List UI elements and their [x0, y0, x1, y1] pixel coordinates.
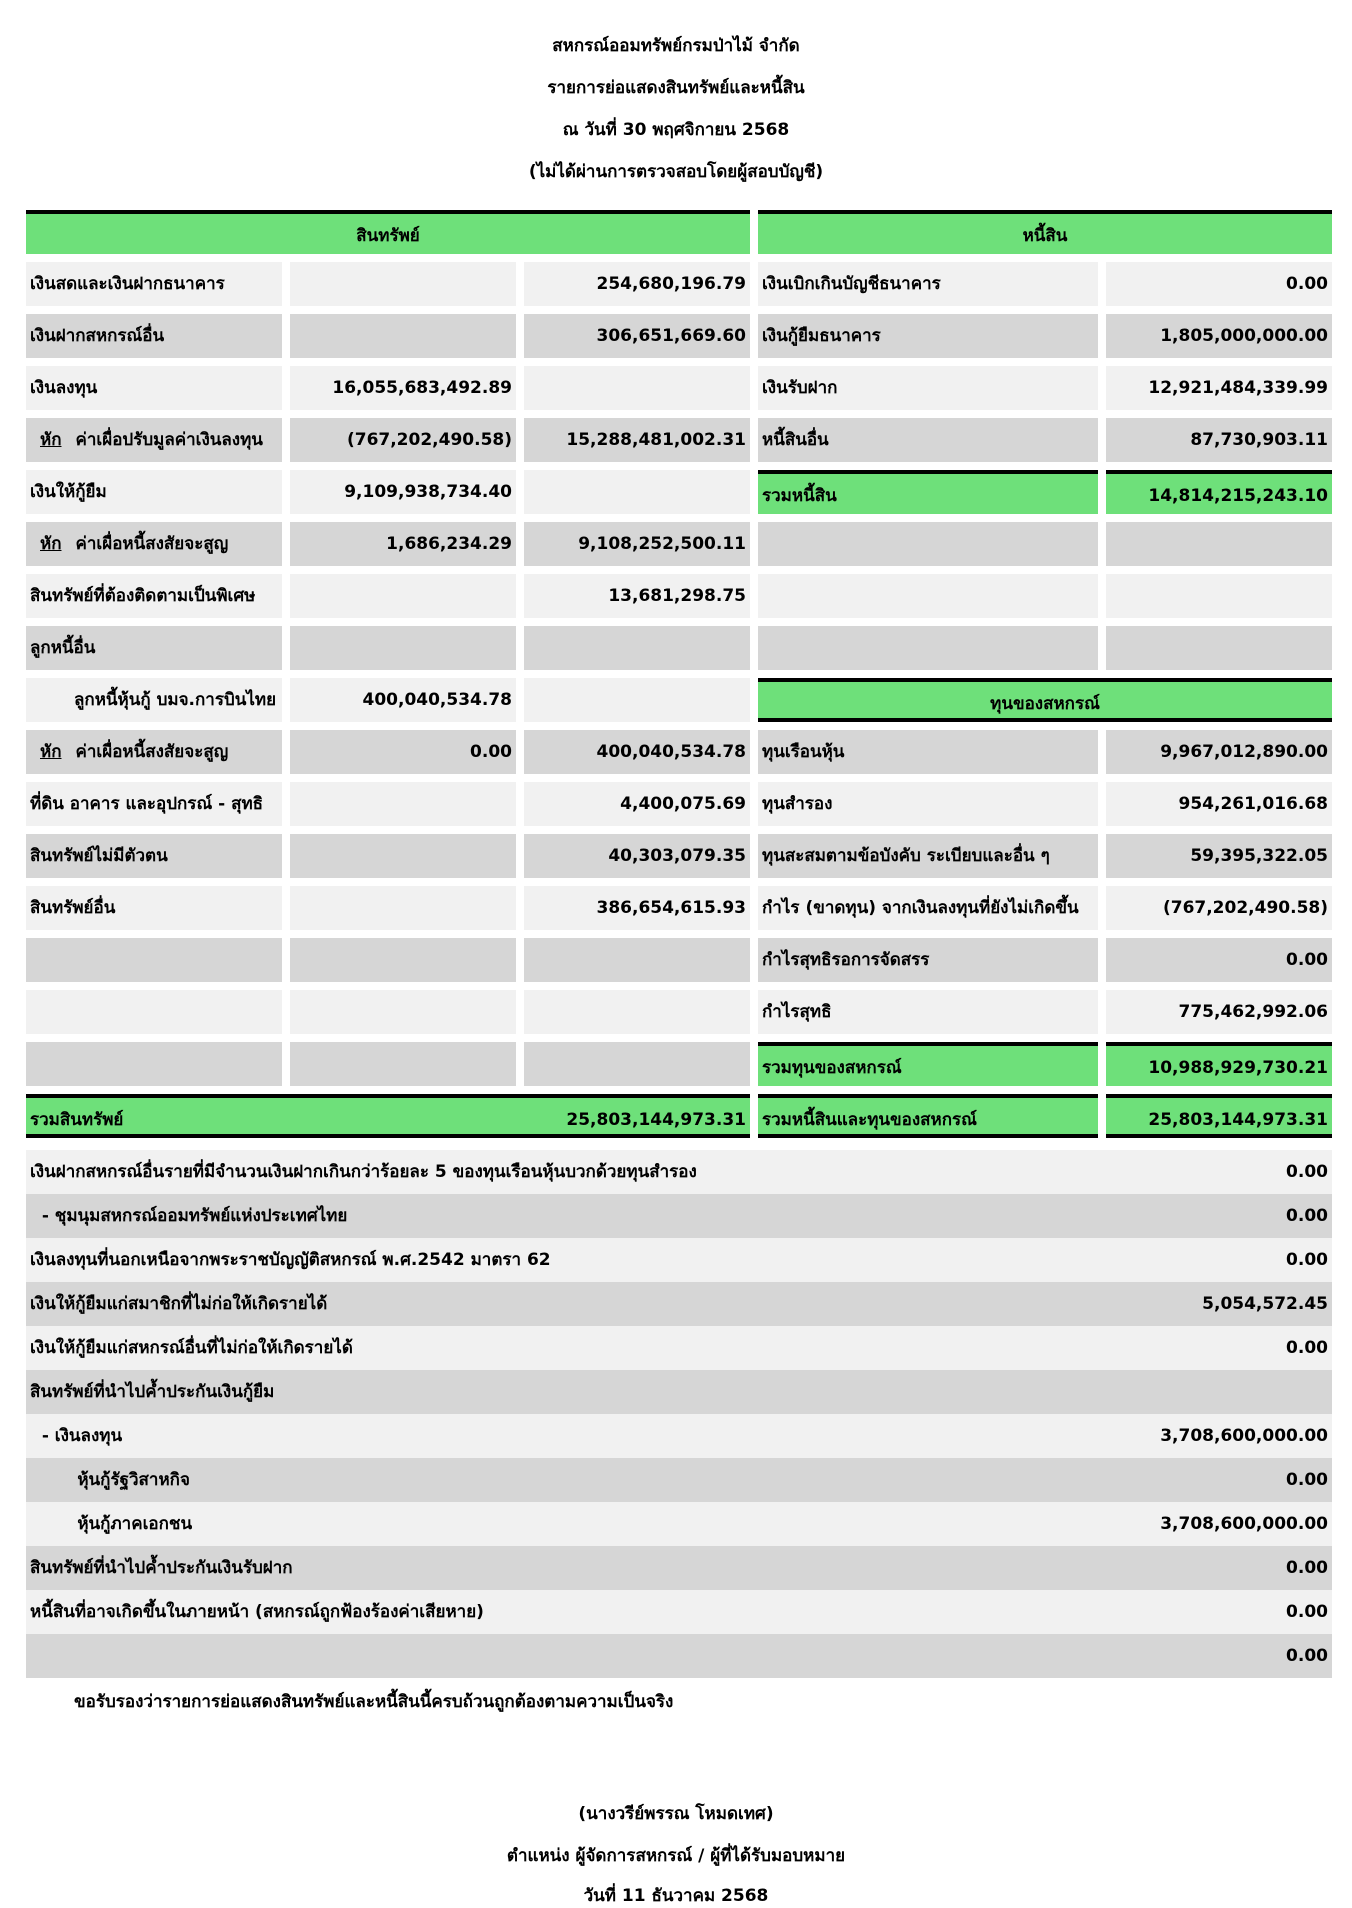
disclosure-value: 0.00: [1286, 1250, 1328, 1270]
asset-label: [26, 522, 282, 566]
blank-cell: [758, 626, 1098, 670]
asset-amount: 40,303,079.35: [524, 834, 750, 878]
liability-value: 12,921,484,339.99: [1106, 366, 1332, 410]
disclosure-row: [26, 1194, 1332, 1238]
assets-header: สินทรัพย์: [26, 210, 750, 254]
equity-value: (767,202,490.58): [1106, 886, 1332, 930]
liability-label: เงินเบิกเกินบัญชีธนาคาร: [758, 262, 1098, 306]
disclosure-row: [26, 1326, 1332, 1370]
less-marker: หัก: [40, 430, 62, 450]
asset-amount: [524, 366, 750, 410]
asset-subtotal: [290, 990, 516, 1034]
asset-subtotal: [290, 834, 516, 878]
asset-label: ลูกหนี้หุ้นกู้ บมจ.การบินไทย: [26, 678, 282, 722]
liabilities-total-value: 14,814,215,243.10: [1106, 470, 1332, 514]
asset-amount: [524, 626, 750, 670]
equity-label: กำไรสุทธิรอการจัดสรร: [758, 938, 1098, 982]
equity-label: กำไร (ขาดทุน) จากเงินลงทุนที่ยังไม่เกิดขึ้น: [758, 886, 1098, 930]
disclosure-value: 3,708,600,000.00: [1160, 1426, 1328, 1446]
signer-name: (นางวรีย์พรรณ โหมดเทศ): [578, 1804, 774, 1824]
liability-value: 0.00: [1106, 262, 1332, 306]
grand-total-label: รวมหนี้สินและทุนของสหกรณ์: [758, 1094, 1098, 1138]
audit-note: (ไม่ได้ผ่านการตรวจสอบโดยผู้สอบบัญชี): [528, 162, 824, 182]
blank-cell: [758, 574, 1098, 618]
asset-label: สินทรัพย์ที่ต้องติดตามเป็นพิเศษ: [26, 574, 282, 618]
asset-subtotal: 400,040,534.78: [290, 678, 516, 722]
asset-label: สินทรัพย์ไม่มีตัวตน: [26, 834, 282, 878]
asset-label: [26, 418, 282, 462]
certification-text: ขอรับรองว่ารายการย่อแสดงสินทรัพย์และหนี้สินนี้ครบถ้วนถูกต้องตามความเป็นจริง: [74, 1692, 674, 1712]
asset-label: เงินสดและเงินฝากธนาคาร: [26, 262, 282, 306]
asset-subtotal: 1,686,234.29: [290, 522, 516, 566]
blank-cell: [1106, 522, 1332, 566]
asset-label: [26, 1042, 282, 1086]
disclosure-value: 0.00: [1286, 1470, 1328, 1490]
asset-subtotal: [290, 1042, 516, 1086]
disclosure-label: หุ้นกู้รัฐวิสาหกิจ: [30, 1470, 190, 1490]
disclosure-label: - ชุมนุมสหกรณ์ออมทรัพย์แห่งประเทศไทย: [30, 1206, 348, 1226]
disclosure-value: 0.00: [1286, 1338, 1328, 1358]
equity-label: ทุนสะสมตามข้อบังคับ ระเบียบและอื่น ๆ: [758, 834, 1098, 878]
asset-label: สินทรัพย์อื่น: [26, 886, 282, 930]
disclosure-label: เงินให้กู้ยืมแก่สมาชิกที่ไม่ก่อให้เกิดรายได้: [30, 1294, 328, 1314]
asset-subtotal: [290, 626, 516, 670]
asset-label: [26, 938, 282, 982]
disclosure-row: [26, 1238, 1332, 1282]
asset-subtotal: [290, 314, 516, 358]
asset-subtotal: 9,109,938,734.40: [290, 470, 516, 514]
liability-label: หนี้สินอื่น: [758, 418, 1098, 462]
disclosure-row: [26, 1414, 1332, 1458]
disclosure-label: เงินให้กู้ยืมแก่สหกรณ์อื่นที่ไม่ก่อให้เกิดรายได้: [30, 1338, 353, 1358]
disclosure-label: เงินฝากสหกรณ์อื่นรายที่มีจำนวนเงินฝากเกินกว่าร้อยละ 5 ของทุนเรือนหุ้นบวกด้วยทุนสำรอง: [30, 1162, 697, 1182]
disclosure-label: สินทรัพย์ที่นำไปค้ำประกันเงินกู้ยืม: [30, 1382, 275, 1402]
asset-subtotal: [290, 938, 516, 982]
asset-amount: 254,680,196.79: [524, 262, 750, 306]
blank-cell: [1106, 626, 1332, 670]
asset-subtotal: [290, 886, 516, 930]
asset-amount: [524, 470, 750, 514]
asset-amount: 15,288,481,002.31: [524, 418, 750, 462]
liabilities-total-label: รวมหนี้สิน: [758, 470, 1098, 514]
asset-subtotal: [290, 574, 516, 618]
asset-label-text: ค่าเผื่อหนี้สงสัยจะสูญ: [75, 742, 229, 762]
asset-subtotal: (767,202,490.58): [290, 418, 516, 462]
asset-label: ที่ดิน อาคาร และอุปกรณ์ - สุทธิ: [26, 782, 282, 826]
asset-label: ลูกหนี้อื่น: [26, 626, 282, 670]
asset-amount: [524, 938, 750, 982]
equity-label: กำไรสุทธิ: [758, 990, 1098, 1034]
disclosure-value: 0.00: [1286, 1162, 1328, 1182]
equity-value: 775,462,992.06: [1106, 990, 1332, 1034]
less-marker: หัก: [40, 534, 62, 554]
equity-total-value: 10,988,929,730.21: [1106, 1042, 1332, 1086]
disclosure-row: [26, 1458, 1332, 1502]
equity-value: 954,261,016.68: [1106, 782, 1332, 826]
asset-amount: [524, 678, 750, 722]
asset-subtotal: 0.00: [290, 730, 516, 774]
liability-value: 1,805,000,000.00: [1106, 314, 1332, 358]
equity-header: ทุนของสหกรณ์: [758, 678, 1332, 722]
asset-label-text: ค่าเผื่อปรับมูลค่าเงินลงทุน: [75, 430, 263, 450]
disclosure-label: สินทรัพย์ที่นำไปค้ำประกันเงินรับฝาก: [30, 1558, 293, 1578]
disclosure-row: [26, 1634, 1332, 1678]
disclosure-label: - เงินลงทุน: [30, 1426, 123, 1446]
asset-amount: 4,400,075.69: [524, 782, 750, 826]
report-title: รายการย่อแสดงสินทรัพย์และหนี้สิน: [547, 78, 805, 98]
disclosure-label: หนี้สินที่อาจเกิดขึ้นในภายหน้า (สหกรณ์ถูกฟ้องร้องค่าเสียหาย): [30, 1602, 484, 1622]
disclosure-value: 0.00: [1286, 1602, 1328, 1622]
liabilities-header: หนี้สิน: [758, 210, 1332, 254]
equity-value: 0.00: [1106, 938, 1332, 982]
asset-amount: [524, 990, 750, 1034]
asset-subtotal: [290, 782, 516, 826]
disclosure-row: [26, 1502, 1332, 1546]
disclosure-row: [26, 1150, 1332, 1194]
disclosure-value: 5,054,572.45: [1202, 1294, 1328, 1314]
disclosure-label: หุ้นกู้ภาคเอกชน: [30, 1514, 193, 1534]
asset-label-text: ค่าเผื่อหนี้สงสัยจะสูญ: [75, 534, 229, 554]
asset-label: [26, 730, 282, 774]
disclosure-value: 0.00: [1286, 1206, 1328, 1226]
equity-value: 9,967,012,890.00: [1106, 730, 1332, 774]
asset-subtotal: 16,055,683,492.89: [290, 366, 516, 410]
disclosure-row: [26, 1370, 1332, 1414]
disclosure-value: 3,708,600,000.00: [1160, 1514, 1328, 1534]
disclosure-value: 0.00: [1286, 1558, 1328, 1578]
liability-value: 87,730,903.11: [1106, 418, 1332, 462]
liability-label: เงินกู้ยืมธนาคาร: [758, 314, 1098, 358]
blank-cell: [1106, 574, 1332, 618]
asset-amount: 386,654,615.93: [524, 886, 750, 930]
asset-subtotal: [290, 262, 516, 306]
asset-amount: 13,681,298.75: [524, 574, 750, 618]
assets-total-value: 25,803,144,973.31: [524, 1094, 750, 1138]
disclosure-row: [26, 1282, 1332, 1326]
equity-label: ทุนสำรอง: [758, 782, 1098, 826]
signer-position: ตำแหน่ง ผู้จัดการสหกรณ์ / ผู้ที่ได้รับมอบหมาย: [506, 1846, 846, 1866]
asset-amount: 9,108,252,500.11: [524, 522, 750, 566]
asset-amount: 306,651,669.60: [524, 314, 750, 358]
disclosure-row: [26, 1546, 1332, 1590]
less-marker: หัก: [40, 742, 62, 762]
org-title: สหกรณ์ออมทรัพย์กรมป่าไม้ จำกัด: [552, 36, 800, 56]
report-date: ณ วันที่ 30 พฤศจิกายน 2568: [562, 120, 790, 140]
asset-label: เงินลงทุน: [26, 366, 282, 410]
signed-date: วันที่ 11 ธันวาคม 2568: [583, 1886, 769, 1906]
blank-cell: [758, 522, 1098, 566]
equity-total-label: รวมทุนของสหกรณ์: [758, 1042, 1098, 1086]
asset-label: เงินให้กู้ยืม: [26, 470, 282, 514]
grand-total-value: 25,803,144,973.31: [1106, 1094, 1332, 1138]
disclosure-label: เงินลงทุนที่นอกเหนือจากพระราชบัญญัติสหกรณ์ พ.ศ.2542 มาตรา 62: [30, 1250, 551, 1270]
disclosure-value: 0.00: [1286, 1646, 1328, 1666]
disclosure-row: [26, 1590, 1332, 1634]
asset-amount: 400,040,534.78: [524, 730, 750, 774]
asset-label: เงินฝากสหกรณ์อื่น: [26, 314, 282, 358]
equity-label: ทุนเรือนหุ้น: [758, 730, 1098, 774]
liability-label: เงินรับฝาก: [758, 366, 1098, 410]
asset-label: [26, 990, 282, 1034]
equity-value: 59,395,322.05: [1106, 834, 1332, 878]
assets-total-label: รวมสินทรัพย์: [26, 1094, 750, 1138]
asset-amount: [524, 1042, 750, 1086]
